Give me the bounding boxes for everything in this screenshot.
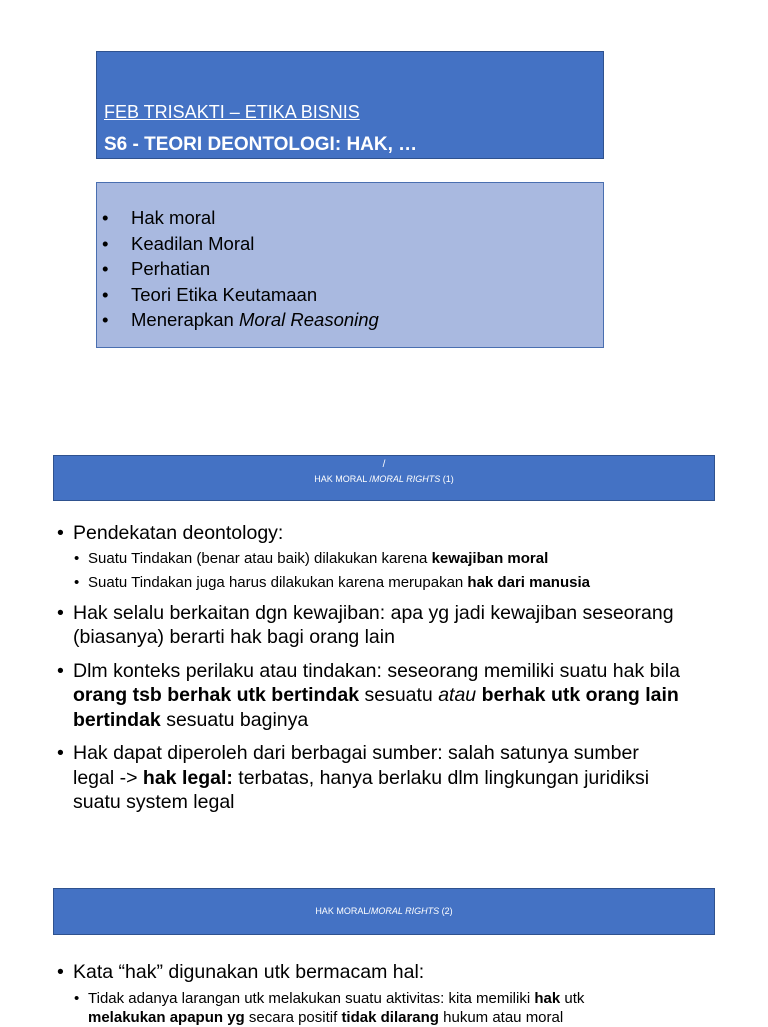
bullet-icon: • bbox=[102, 232, 109, 254]
bullet-icon: • bbox=[74, 989, 80, 1007]
sub-bullet: • Suatu Tindakan (benar atau baik) dilakukan karena kewajiban moral bbox=[55, 547, 680, 571]
bullet-paragraph: • Hak selalu berkaitan dgn kewajiban: apa yg jadi kewajiban seseorang (biasanya) berarti hak bagi orang lain bbox=[57, 601, 674, 648]
bullet-icon: • bbox=[102, 207, 109, 228]
bullet-icon: • bbox=[102, 258, 109, 280]
bullet-paragraph: • Dlm konteks perilaku atau tindakan: seseorang memiliki suatu hak bila orang tsb berhak utk bertindak sesuatu atau berhak utk orang lain bertindak sesuatu baginya bbox=[57, 659, 680, 731]
slide3-content bbox=[55, 960, 584, 1027]
bullet-icon: • bbox=[57, 961, 64, 983]
bullet-icon: • bbox=[57, 601, 64, 624]
bullet-paragraph: • Pendekatan deontology: bbox=[57, 522, 284, 544]
slide2-header-bar bbox=[53, 455, 715, 501]
bullet-paragraph: • Kata “hak” digunakan utk bermacam hal: bbox=[57, 961, 425, 983]
agenda-item: • Menerapkan Moral Reasoning bbox=[97, 307, 379, 333]
header-slash: / bbox=[382, 459, 386, 470]
agenda-item: • Teori Etika Keutamaan bbox=[97, 282, 379, 308]
slide-title: S6 - TEORI DEONTOLOGI: HAK, … bbox=[104, 134, 418, 155]
bullet-icon: • bbox=[102, 309, 109, 331]
course-title: FEB TRISAKTI – ETIKA BISNIS bbox=[104, 102, 360, 122]
bullet-paragraph: • Hak dapat diperoleh dari berbagai sumber: salah satunya sumber legal -> hak legal: terbatas, hanya berlaku dlm lingkungan juridiksi suatu system legal bbox=[57, 742, 650, 813]
bullet-icon: • bbox=[74, 549, 80, 567]
bullet-icon: • bbox=[57, 742, 64, 764]
slide3-header-bar bbox=[53, 888, 715, 935]
bullet-icon: • bbox=[74, 573, 80, 591]
agenda-item: • Hak moral bbox=[97, 205, 379, 231]
bullet-icon: • bbox=[57, 659, 64, 682]
bullet-icon: • bbox=[102, 283, 109, 305]
agenda-list bbox=[97, 205, 379, 333]
agenda-item: • Perhatian bbox=[97, 256, 379, 282]
agenda-item-italic: Moral Reasoning bbox=[238, 309, 379, 331]
agenda-box bbox=[96, 182, 604, 348]
sub-bullet: • Suatu Tindakan juga harus dilakukan karena merupakan hak dari manusia bbox=[55, 571, 680, 595]
bullet-icon: • bbox=[57, 522, 64, 544]
agenda-item: • Keadilan Moral bbox=[97, 231, 379, 257]
slide2-content bbox=[55, 521, 680, 815]
slide3-header-title: HAK MORAL/MORAL RIGHTS (2) bbox=[315, 906, 453, 916]
slide2-header-title: HAK MORAL /MORAL RIGHTS (1) bbox=[314, 474, 454, 484]
slide1-title-box bbox=[96, 51, 604, 159]
sub-bullet: • Tidak adanya larangan utk melakukan suatu aktivitas: kita memiliki hak utk melakukan apapun yg secara positif tidak dilarang hukum atau moral bbox=[74, 989, 585, 1026]
